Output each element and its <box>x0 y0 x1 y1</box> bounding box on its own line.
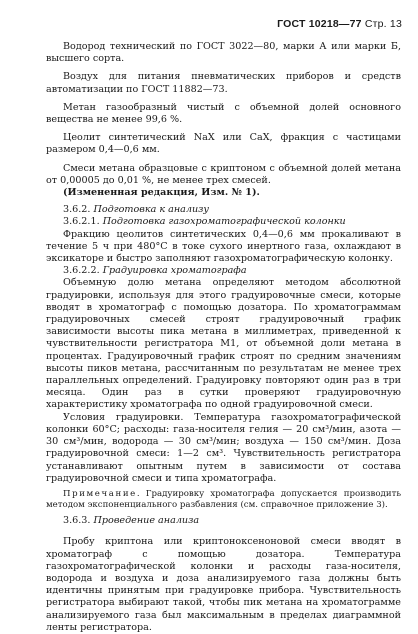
heading-title: Градуировка хроматографа <box>102 265 247 277</box>
note-paragraph <box>46 489 401 510</box>
paragraph-calibration-conditions: Условия градуировки. Температура газохроматографической колонки 60°С; расходы: газа-носителя гелия — 20 см³/мин, азота — 30 см³/мин, водорода — 30 см³/мин; воздуха — 150 см³/мин. Доза градуировочной смеси: 1—2 см³. Чувствительность регистратора устанавливают опытным путем в зависимости от состава градуировочной смеси и типа хроматографа. <box>46 411 401 484</box>
heading-number: 3.6.2.1. <box>63 216 100 228</box>
heading-3-6-2 <box>46 204 401 216</box>
heading-title: Подготовка газохроматографической колонки <box>102 216 346 228</box>
paragraph-hydrogen: Водород технический по ГОСТ 3022—80, марки А или марки Б, высшего сорта. <box>46 41 401 65</box>
page-number: Стр. 13 <box>364 18 402 30</box>
paragraph-air: Воздух для питания пневматических приборов и средств автоматизации по ГОСТ 11882—73. <box>46 71 401 95</box>
note-label: Примечание <box>63 488 137 499</box>
heading-number: 3.6.2.2. <box>63 265 100 277</box>
heading-title: Проведение анализа <box>93 515 200 527</box>
document-body <box>46 41 401 634</box>
standard-number: ГОСТ 10218—77 <box>277 18 362 30</box>
heading-number: 3.6.3. <box>63 515 91 527</box>
heading-3-6-2-1 <box>46 216 401 228</box>
heading-3-6-2-2 <box>46 265 401 277</box>
paragraph-mixtures: Смеси метана образцовые с криптоном с объемной долей метана от 0,00005 до 0,01 %, не менее трех смесей. <box>46 162 401 186</box>
heading-title: Подготовка к анализу <box>93 204 209 216</box>
paragraph-methane: Метан газообразный чистый с объемной долей основного вещества не менее 99,6 %. <box>46 101 401 126</box>
amendment-note: (Измененная редакция, Изм. № 1). <box>63 187 260 199</box>
heading-number: 3.6.2. <box>63 204 91 216</box>
paragraph-analysis: Пробу криптона или криптоноксеноновой смеси вводят в хроматограф с помощью дозатора. Температура газохроматографической колонки и расходы газа-носителя, водорода и воздуха и доза анализируемого газа должны быть идентичны принятым при градуировке прибора. Чувствительность регистратора выбирают такой, чтобы пик метана на хроматограмме анализируемого газа был максимальным в пределах диаграммной ленты регистратора. <box>46 536 401 633</box>
paragraph-calibration: Объемную долю метана определяют методом абсолютной градуировки, используя для этого градуировочные смеси, которые вводят в хроматограф с помощью дозатора. По хроматограммам градуировочных смесей строят градуировочный график зависимости высоты пика метана в миллиметрах, приведенной к чувствительности регистратора М1, от объемной доли метана в процентах. Градуировочный график строят по средним значениям высоты пиков метана, рассчитанным по результатам не менее трех параллельных определений. Градуировку повторяют один раз в три месяца. Один раз в сутки проверяют градуировочную характеристику хроматографа по одной градуировочной смеси. <box>46 277 401 411</box>
paragraph-column-prep: Фракцию цеолитов синтетических 0,4—0,6 мм прокаливают в течение 5 ч при 480°С в токе сухого инертного газа, охлаждают в эксикаторе и быстро заполняют газохроматографическую колонку. <box>46 228 401 265</box>
paragraph-zeolite: Цеолит синтетический NaX или CaX, фракция с частицами размером 0,4—0,6 мм. <box>46 132 401 156</box>
page-header <box>277 18 402 30</box>
note-text: . Градуировку хроматографа допускается производить методом экспоненциального разбавления (см. справочное приложение 3). <box>46 488 401 510</box>
heading-3-6-3 <box>46 515 401 527</box>
